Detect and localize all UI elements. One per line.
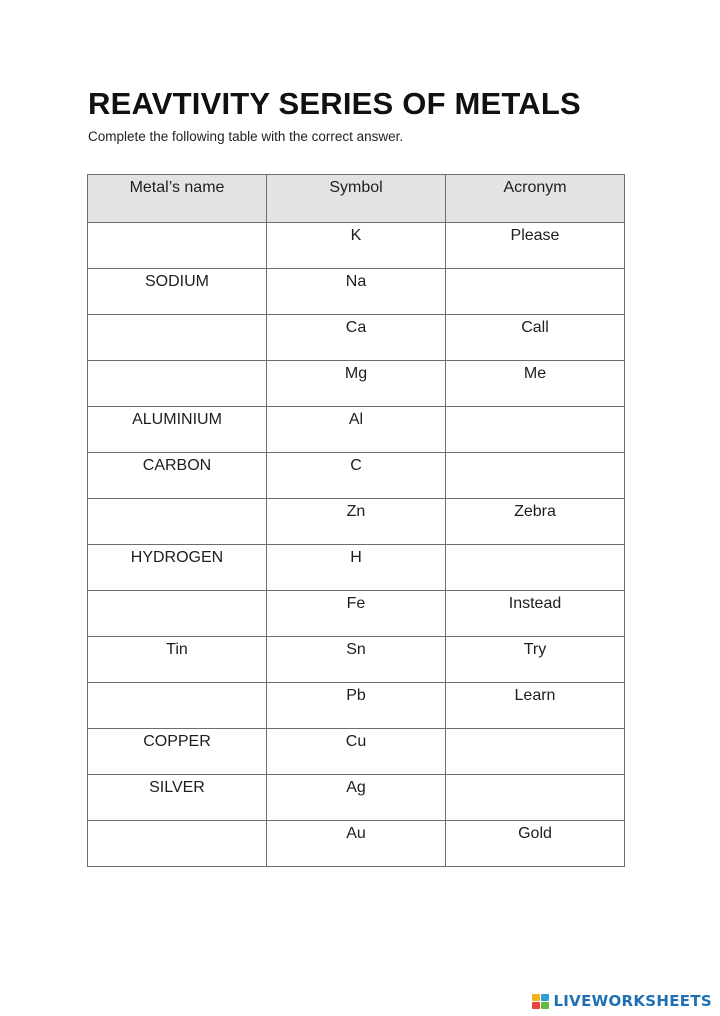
table-row [88,223,625,269]
metal-name-cell: CARBON [88,453,267,499]
acronym-cell: Gold [446,821,625,867]
metal-name-cell[interactable] [88,223,267,269]
symbol-cell: K [267,223,446,269]
acronym-cell[interactable] [446,407,625,453]
acronym-cell: Learn [446,683,625,729]
liveworksheets-watermark [532,992,712,1010]
symbol-cell: C [267,453,446,499]
symbol-cell: Fe [267,591,446,637]
table-row [88,315,625,361]
header-symbol: Symbol [267,175,446,223]
watermark-text: LIVEWORKSHEETS [553,992,712,1010]
table-row [88,453,625,499]
acronym-cell: Try [446,637,625,683]
table-row [88,499,625,545]
acronym-cell[interactable] [446,775,625,821]
table-row [88,637,625,683]
symbol-cell: Na [267,269,446,315]
acronym-cell[interactable] [446,729,625,775]
acronym-cell: Please [446,223,625,269]
symbol-cell: Au [267,821,446,867]
reactivity-table [87,174,625,867]
instruction-text: Complete the following table with the correct answer. [88,129,404,144]
table-row [88,269,625,315]
metal-name-cell[interactable] [88,683,267,729]
metal-name-cell: HYDROGEN [88,545,267,591]
table-row [88,683,625,729]
table-row [88,407,625,453]
acronym-cell: Instead [446,591,625,637]
table-row [88,591,625,637]
table-row [88,821,625,867]
table-row [88,361,625,407]
metal-name-cell[interactable] [88,821,267,867]
symbol-cell: Ag [267,775,446,821]
metal-name-cell: Tin [88,637,267,683]
metal-name-cell: COPPER [88,729,267,775]
symbol-cell: Cu [267,729,446,775]
symbol-cell: Mg [267,361,446,407]
acronym-cell: Zebra [446,499,625,545]
table-row [88,775,625,821]
acronym-cell[interactable] [446,269,625,315]
header-acronym: Acronym [446,175,625,223]
metal-name-cell: SILVER [88,775,267,821]
symbol-cell: Zn [267,499,446,545]
acronym-cell[interactable] [446,453,625,499]
symbol-cell: Ca [267,315,446,361]
header-metal-name: Metal’s name [88,175,267,223]
table-row [88,545,625,591]
metal-name-cell: ALUMINIUM [88,407,267,453]
metal-name-cell[interactable] [88,591,267,637]
metal-name-cell[interactable] [88,499,267,545]
acronym-cell: Me [446,361,625,407]
table-header-row [88,175,625,223]
symbol-cell: H [267,545,446,591]
symbol-cell: Sn [267,637,446,683]
page-title: REAVTIVITY SERIES OF METALS [88,86,581,121]
symbol-cell: Al [267,407,446,453]
metal-name-cell[interactable] [88,361,267,407]
table-row [88,729,625,775]
metal-name-cell[interactable] [88,315,267,361]
liveworksheets-logo-icon [532,994,549,1009]
acronym-cell: Call [446,315,625,361]
symbol-cell: Pb [267,683,446,729]
acronym-cell[interactable] [446,545,625,591]
metal-name-cell: SODIUM [88,269,267,315]
